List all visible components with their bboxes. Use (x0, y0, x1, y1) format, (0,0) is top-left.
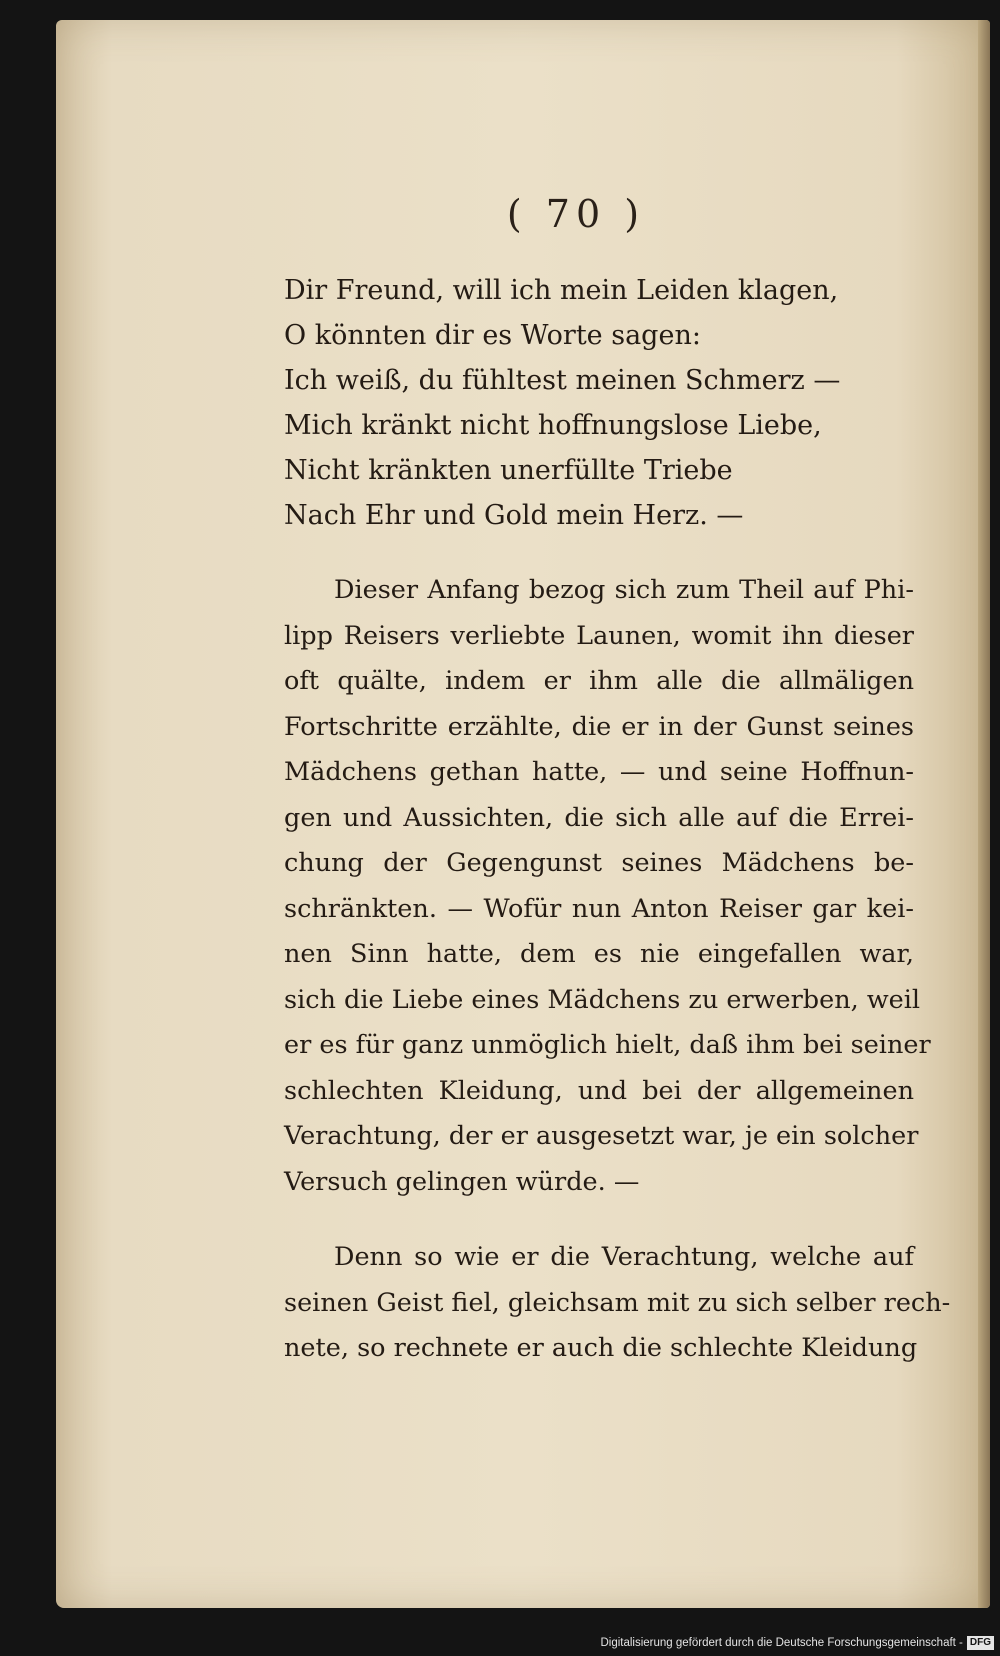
verse-line: Mich kränkt nicht hoffnungslose Liebe, (284, 410, 822, 441)
text-line: schlechten Kleidung, und bei der allgemeinen (284, 1075, 914, 1106)
paragraph-2 (284, 1235, 951, 1372)
text-line: lipp Reisers verliebte Launen, womit ihn dieser (284, 620, 914, 651)
text-line: oft quälte, indem er ihm alle die allmäligen (284, 666, 914, 696)
text-line: Fortschritte erzählte, die er in der Gunst seines (284, 711, 914, 742)
book-page (56, 20, 990, 1608)
text-line: nen Sinn hatte, dem es nie eingefallen war, (284, 939, 914, 969)
text-line: Versuch gelingen würde. — (284, 1166, 640, 1197)
text-line: er es für ganz unmöglich hielt, daß ihm bei seiner (284, 1030, 931, 1060)
verse-stanza (284, 268, 914, 538)
text-block (284, 268, 951, 1372)
text-line: Mädchens gethan hatte, — und seine Hoffnun- (284, 757, 914, 787)
dfg-logo: DFG (967, 1636, 994, 1650)
text-line: schränkten. — Wofür nun Anton Reiser gar kei- (284, 893, 914, 924)
digitization-credit (600, 1632, 994, 1654)
text-line: Denn so wie er die Verachtung, welche auf (334, 1242, 914, 1272)
text-line: nete, so rechnete er auch die schlechte Kleidung (284, 1333, 918, 1363)
text-line: Dieser Anfang bezog sich zum Theil auf Phi- (334, 575, 914, 605)
page-edge (978, 20, 990, 1608)
credit-text: Digitalisierung gefördert durch die Deutsche Forschungsgemeinschaft - (600, 1637, 963, 1649)
text-line: seinen Geist fiel, gleichsam mit zu sich selber rech- (284, 1287, 951, 1318)
paragraph-1 (284, 568, 931, 1205)
text-line: gen und Aussichten, die sich alle auf die Errei- (284, 802, 914, 833)
verse-line: Ich weiß, du fühltest meinen Schmerz — (284, 365, 841, 396)
verse-line: Dir Freund, will ich mein Leiden klagen, (284, 275, 839, 306)
text-line: sich die Liebe eines Mädchens zu erwerben, weil (284, 984, 921, 1015)
verse-line: O könnten dir es Worte sagen: (284, 320, 701, 351)
text-line: chung der Gegengunst seines Mädchens be- (284, 848, 914, 878)
text-line: Verachtung, der er ausgesetzt war, je ein solcher (284, 1121, 919, 1151)
verse-line: Nicht kränkten unerfüllte Triebe (284, 455, 733, 486)
page-number: ( 70 ) (506, 192, 646, 236)
verse-line: Nach Ehr und Gold mein Herz. — (284, 500, 744, 531)
